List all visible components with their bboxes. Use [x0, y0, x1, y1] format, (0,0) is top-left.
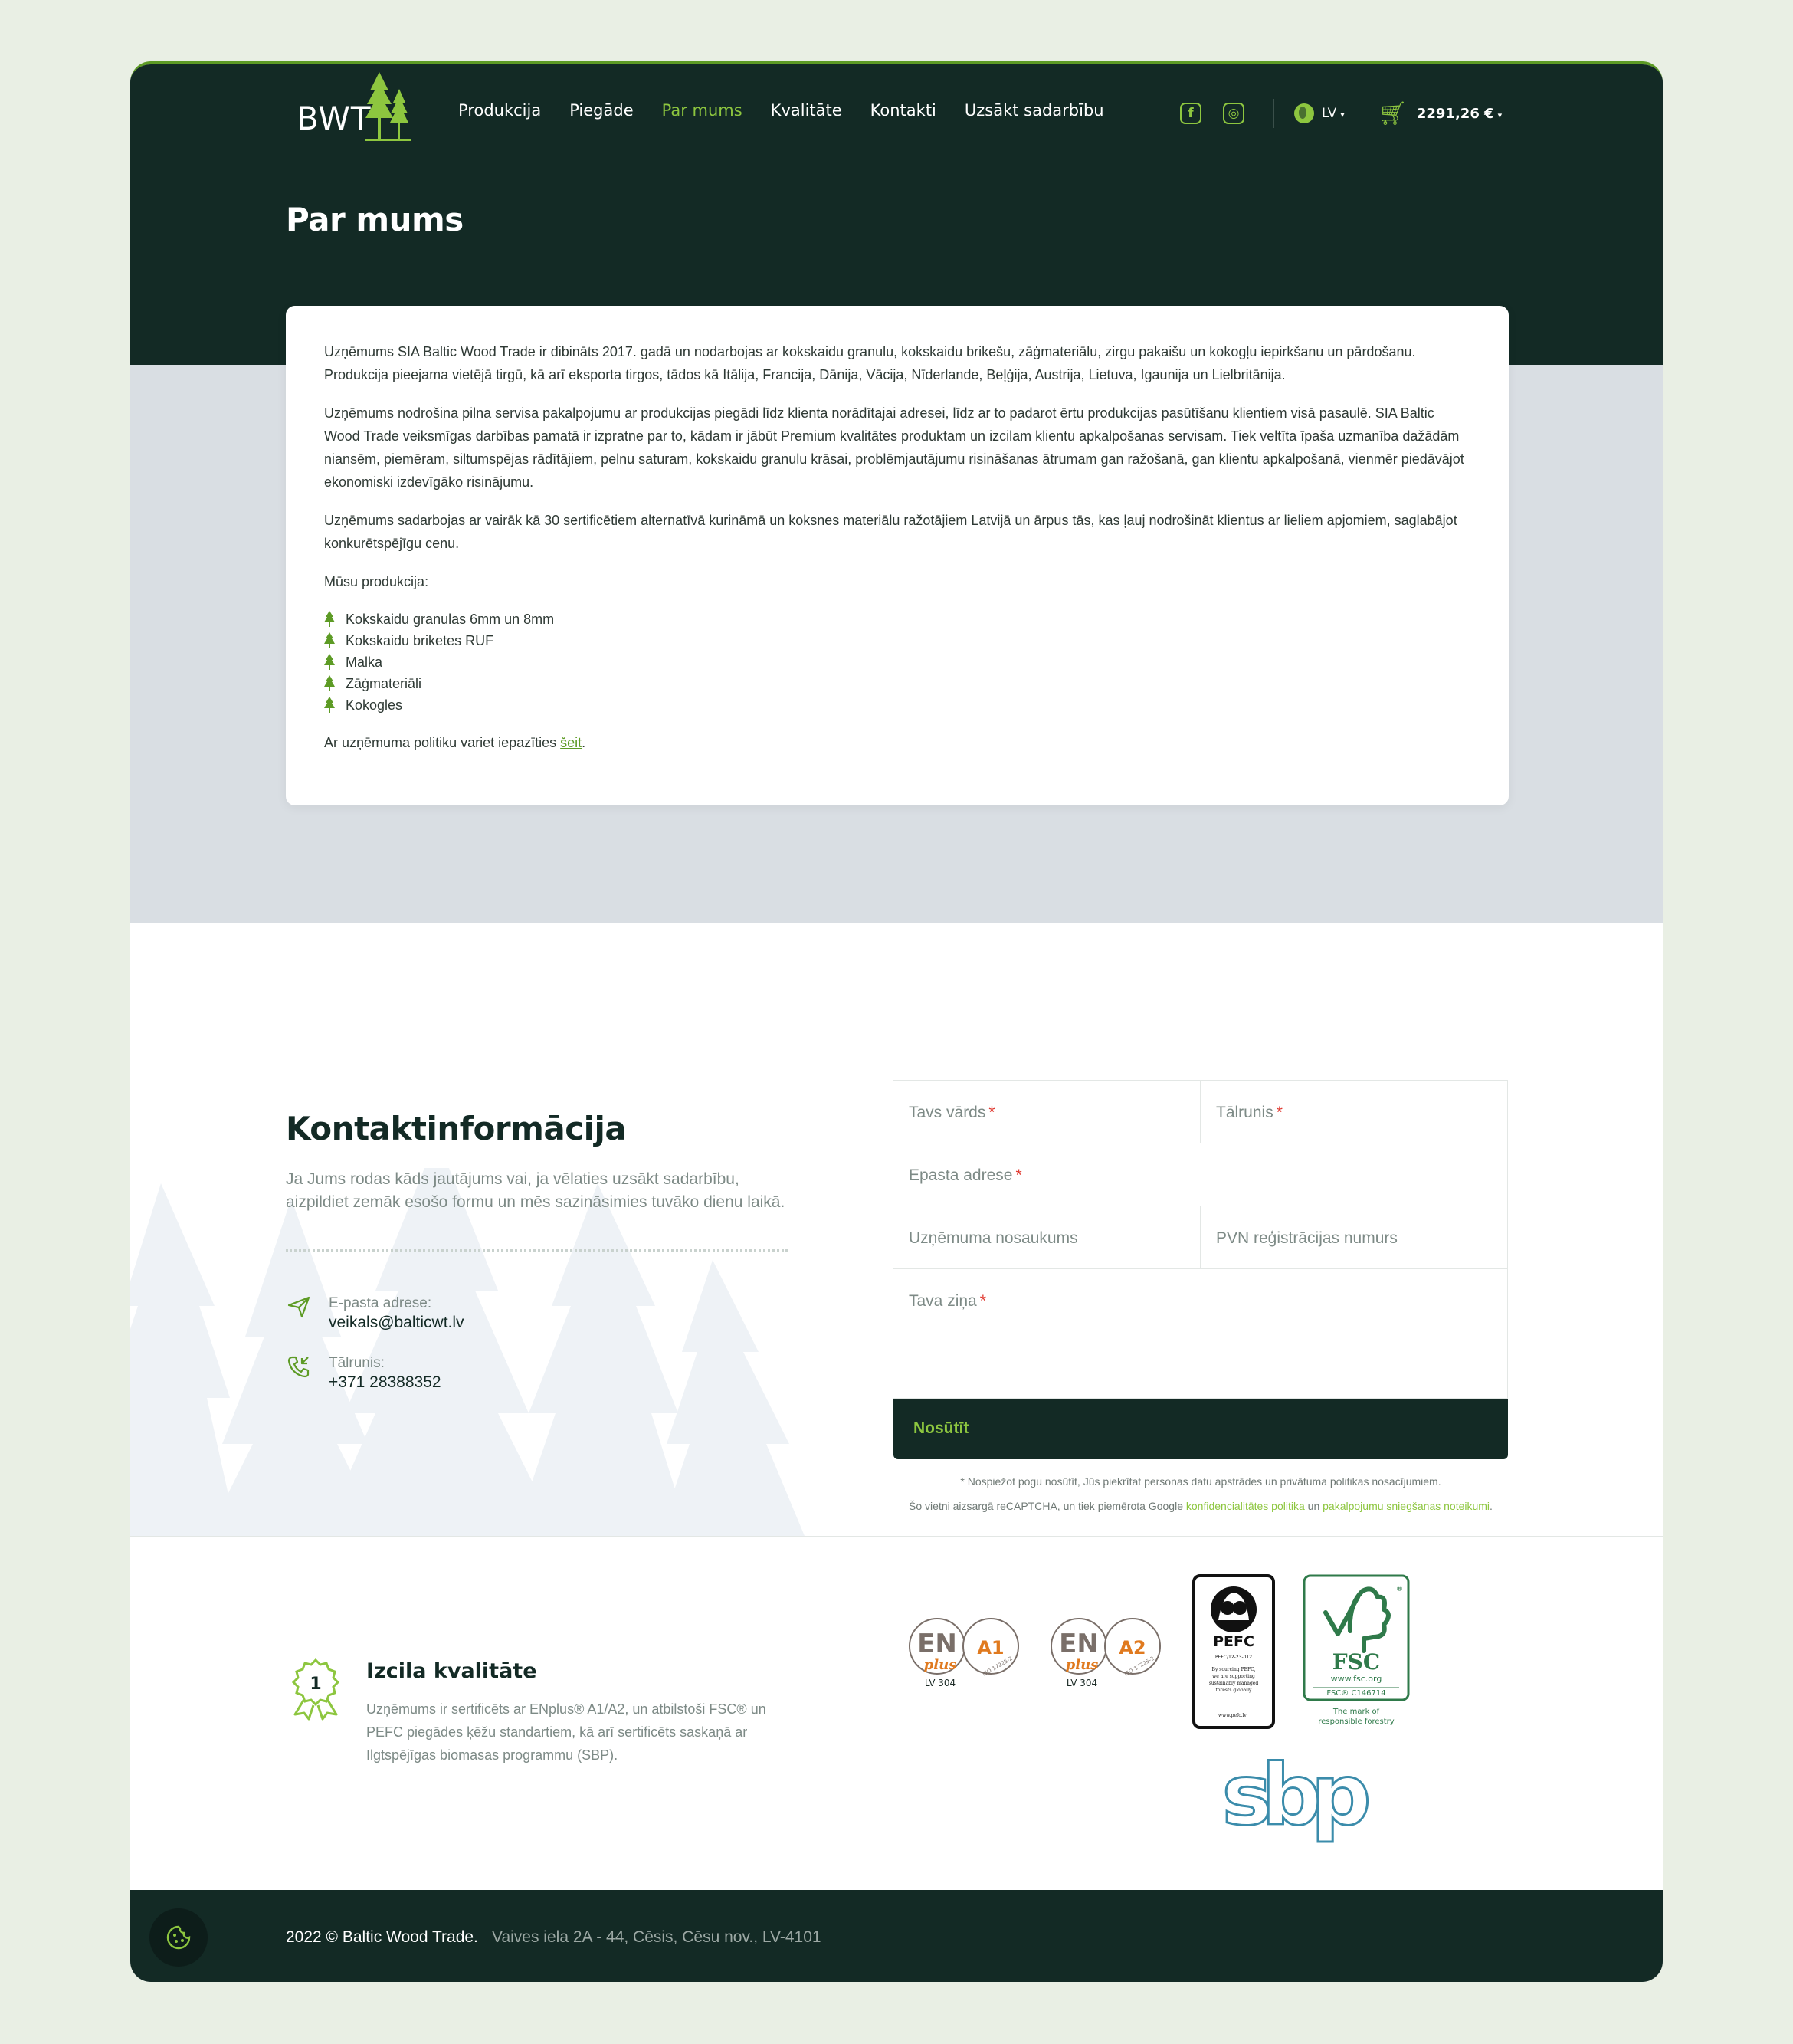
logo[interactable]: [297, 67, 411, 144]
email-label: E-pasta adrese:: [329, 1295, 432, 1311]
phone-field[interactable]: [1200, 1080, 1508, 1143]
form-row: [893, 1143, 1508, 1206]
medal-number: 1: [310, 1675, 322, 1694]
email-field[interactable]: [893, 1143, 1508, 1206]
list-item: [324, 630, 1470, 651]
en-text: EN: [1059, 1629, 1099, 1659]
enplus-a2-logo: [1050, 1608, 1165, 1692]
policy-label: Ar uzņēmuma politiku variet iepazīties: [324, 735, 561, 750]
message-field[interactable]: [893, 1268, 1508, 1399]
tree-icon: [324, 697, 335, 714]
language-value: LV: [1322, 106, 1337, 121]
enplus-a1-logo: [908, 1608, 1023, 1692]
footer: [130, 1890, 1663, 1982]
consent-note: * Nospiežot pogu nosūtīt, Jūs piekrītat personas datu apstrādes un privātuma politikas nosacījumiem.: [960, 1475, 1441, 1488]
instagram-icon[interactable]: ◎: [1223, 103, 1244, 124]
vat-field[interactable]: [1200, 1206, 1508, 1269]
iso-text: ISO 17225-2: [1123, 1655, 1155, 1678]
list-item: [324, 694, 1470, 716]
en-text: EN: [917, 1629, 957, 1659]
pefc-text: forests globally: [1215, 1688, 1252, 1693]
logo-text: BWT: [297, 100, 372, 137]
tree-icon: [324, 632, 335, 649]
tree-icon: [324, 654, 335, 671]
required-mark: *: [1015, 1166, 1022, 1184]
contact-description: Ja Jums rodas kāds jautājums vai, ja vēlaties uzsākt sadarbību, aizpildiet zemāk esošo formu un mēs sazināsimies tuvāko dienu laikā.: [286, 1170, 785, 1211]
tree-icon: [324, 675, 335, 692]
products-list: [324, 609, 1470, 716]
sbp-logo: [1207, 1751, 1375, 1851]
policy-link[interactable]: šeit: [560, 735, 582, 750]
logo-trees-icon: [365, 69, 411, 141]
chevron-down-icon: ▾: [1340, 110, 1345, 120]
list-item: [324, 651, 1470, 673]
pefc-logo: [1192, 1574, 1275, 1729]
globe-icon: [1294, 103, 1314, 123]
divider: [286, 1249, 788, 1252]
sbp-name: sbp: [1221, 1751, 1361, 1844]
quality-section: [130, 1536, 1663, 1890]
header-actions: [1180, 98, 1502, 129]
phone-placeholder: Tālrunis: [1216, 1104, 1273, 1121]
form-row: [893, 1269, 1508, 1399]
tree-icon: [324, 611, 335, 628]
contact-section: [130, 923, 1663, 1536]
cookie-settings-button[interactable]: [149, 1908, 208, 1967]
recaptcha-text: .: [1490, 1500, 1493, 1512]
phone-icon: [286, 1355, 312, 1378]
footer-address: Vaives iela 2A - 44, Cēsis, Cēsu nov., LV-4101: [492, 1928, 821, 1946]
policy-text: [324, 731, 1470, 754]
fsc-url: www.fsc.org: [1330, 1674, 1382, 1684]
recaptcha-note: [893, 1498, 1508, 1514]
license-code: LV 304: [924, 1678, 956, 1688]
list-item: [324, 609, 1470, 630]
fsc-name: FSC: [1332, 1649, 1381, 1675]
cart-total[interactable]: [1417, 106, 1502, 122]
nav-produkcija[interactable]: Produkcija: [458, 101, 542, 120]
pefc-code: PEFC/12-23-012: [1214, 1655, 1253, 1660]
about-card: [286, 306, 1509, 805]
pefc-text: By sourcing PEFC,: [1211, 1667, 1256, 1672]
quality-title: Izcila kvalitāte: [366, 1659, 537, 1683]
send-icon: [286, 1295, 312, 1318]
email-placeholder: Epasta adrese: [909, 1166, 1013, 1184]
nav-kontakti[interactable]: Kontakti: [870, 101, 936, 120]
form-row: [893, 1206, 1508, 1269]
pefc-text: sustainably managed: [1208, 1681, 1259, 1686]
chevron-down-icon: ▾: [1497, 110, 1503, 120]
message-placeholder: Tava ziņa: [909, 1292, 977, 1310]
required-mark: *: [1276, 1104, 1283, 1121]
cart-total-value: 2291,26 €: [1416, 105, 1494, 122]
nav-kvalitate[interactable]: Kvalitāte: [770, 101, 842, 120]
quality-description: Uzņēmums ir sertificēts ar ENplus® A1/A2, un atbilstoši FSC® un PEFC piegādes ķēžu standartiem, kā arī sertificēts saskaņā ar Ilgtspējīgas biomasas programmu (SBP).: [366, 1701, 766, 1763]
vat-placeholder: PVN reģistrācijas numurs: [1216, 1229, 1398, 1247]
form-row: [893, 1081, 1508, 1143]
recaptcha-text: Šo vietni aizsargā reCAPTCHA, un tiek piemērota Google: [909, 1500, 1186, 1512]
page-frame: [130, 61, 1663, 1982]
phone-value[interactable]: +371 28388352: [329, 1373, 441, 1391]
fsc-tagline: The mark of: [1332, 1708, 1380, 1716]
fsc-tagline: responsible forestry: [1318, 1718, 1395, 1726]
fsc-logo: [1303, 1574, 1410, 1732]
fsc-code: FSC® C146714: [1326, 1689, 1386, 1698]
cookie-icon: [166, 1924, 192, 1950]
main-nav: [458, 101, 1104, 120]
medal-icon: [289, 1658, 343, 1721]
contact-title: Kontaktinformācija: [286, 1110, 627, 1147]
about-paragraph: Uzņēmums nodrošina pilna servisa pakalpojumu ar produkcijas piegādi līdz klienta norādītajai adresei, līdz ar to padarot ērtu produkcijas pasūtīšanu klientiem visā pasaulē. SIA Baltic Wood Trade veiksmīgas darbības pamatā ir izpratne par to, kādam ir jābūt Premium kvalitātes produktam un izcilam klientu apkalpošanas servisam. Tiek veltīta īpaša uzmanība dažādām niansēm, piemēram, siltumspējas rādītājiem, pelnu saturam, kokskaidu granulu krāsai, problēmjautājumu risināšanas ātrumam gan ražošanā, gan klientu apkalpošanā, vienmēr piedāvājot ekonomiski izdevīgāko risinājumu.: [324, 405, 1464, 490]
nav-uzsakt-sadarbibu[interactable]: Uzsākt sadarbību: [964, 101, 1104, 120]
grade-text: A2: [1119, 1637, 1146, 1658]
product-name: Kokskaidu briketes RUF: [346, 633, 494, 648]
contact-email: [286, 1295, 464, 1332]
email-value[interactable]: veikals@balticwt.lv: [329, 1314, 464, 1331]
about-paragraph: Uzņēmums SIA Baltic Wood Trade ir dibināts 2017. gadā un nodarbojas ar kokskaidu granulu, kokskaidu brikešu, zāģmateriālu, zirgu pakaišu un kokogļu iepirkšanu un pārdošanu. Produkcija pieejama vietējā tirgū, kā arī eksporta tirgos, tādos kā Itālija, Francija, Dānija, Vācija, Nīderlande, Beļģija, Austrija, Lietuva, Igaunija un Lielbritānija.: [324, 344, 1416, 382]
company-field[interactable]: [893, 1206, 1201, 1269]
grade-text: A1: [977, 1637, 1005, 1658]
page-title: Par mums: [286, 201, 464, 238]
product-name: Kokogles: [346, 697, 403, 713]
required-mark: *: [979, 1292, 986, 1310]
policy-end: .: [582, 735, 586, 750]
pefc-text: we are supporting: [1212, 1674, 1255, 1679]
forest-background: [130, 1168, 805, 1536]
recaptcha-text: un: [1304, 1500, 1323, 1512]
language-selector[interactable]: [1322, 106, 1345, 121]
facebook-icon[interactable]: f: [1180, 103, 1201, 124]
copyright: 2022 © Baltic Wood Trade.: [286, 1928, 478, 1946]
fsc-reg: ®: [1396, 1586, 1403, 1593]
license-code: LV 304: [1066, 1678, 1098, 1688]
pefc-url: www.pefc.lv: [1218, 1713, 1247, 1718]
name-placeholder: Tavs vārds: [909, 1104, 986, 1121]
list-item: [324, 673, 1470, 694]
nav-par-mums[interactable]: Par mums: [661, 101, 742, 120]
products-heading: Mūsu produkcija:: [324, 574, 429, 589]
cart-icon[interactable]: 🛒︎: [1378, 100, 1408, 127]
plus-text: plus: [923, 1657, 957, 1673]
pefc-name: PEFC: [1213, 1633, 1254, 1650]
submit-button[interactable]: Nosūtīt: [893, 1398, 1508, 1459]
about-paragraph: Uzņēmums sadarbojas ar vairāk kā 30 sertificētiem alternatīvā kurināmā un koksnes materiālu ražotājiem Latvijā un ārpus tās, kas ļauj nodrošināt klientus ar lieliem apjomiem, saglabājot konkurētspējīgu cenu.: [324, 513, 1457, 551]
company-placeholder: Uzņēmuma nosaukums: [909, 1229, 1078, 1247]
privacy-link[interactable]: konfidencialitātes politika: [1185, 1500, 1305, 1512]
contact-phone: [286, 1355, 441, 1392]
name-field[interactable]: [893, 1080, 1201, 1143]
terms-link[interactable]: pakalpojumu sniegšanas noteikumi: [1323, 1500, 1490, 1512]
contact-form: [893, 1081, 1508, 1459]
product-name: Malka: [346, 655, 383, 670]
product-name: Zāģmateriāli: [346, 676, 422, 691]
required-mark: *: [988, 1104, 995, 1121]
phone-label: Tālrunis:: [329, 1355, 385, 1371]
product-name: Kokskaidu granulas 6mm un 8mm: [346, 612, 555, 627]
plus-text: plus: [1065, 1657, 1099, 1673]
header-divider: [1273, 99, 1274, 128]
nav-piegade[interactable]: Piegāde: [569, 101, 634, 120]
iso-text: ISO 17225-2: [982, 1655, 1014, 1678]
